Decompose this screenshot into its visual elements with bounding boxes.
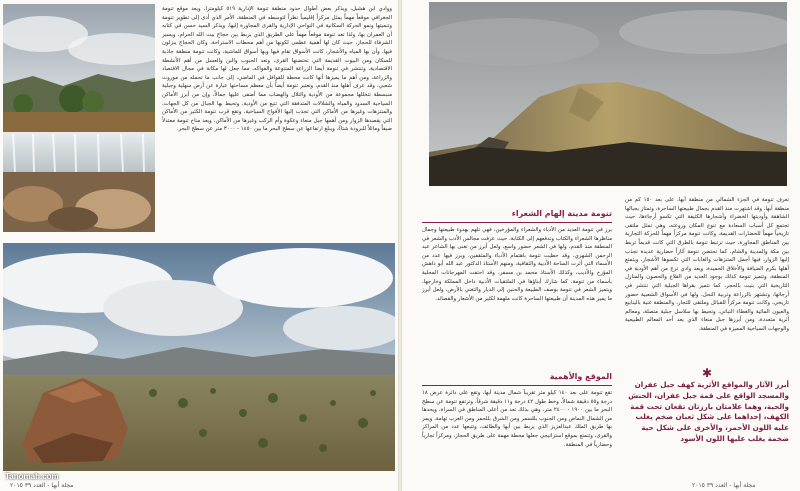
mountain-photo (429, 2, 787, 186)
location-heading: الموقع والأهمية (549, 372, 612, 381)
landscape-photo (3, 243, 395, 471)
top-intro-text: تعرف تنومة في الجزء الشمالي من منطقة أبها، على بعد ١٥٠ كم من منطقة أبها، وقد اشتهرت منذ القدم بجمال طبيعتها الساحرة، وتمتاز بجبالها الشاهقة وأوديتها الخضراء وأشجارها الكثيفة التي تكسو أرجاءها، حيث تجتمع كل أسباب السعادة مع تنوع المكان وروعته، وهي تمثل ملتقى تاريخياً مهماً للحضارات القديمة، وكانت تنومة مركزاً مهماً للحركة التجارية بين المناطق المجاورة، حيث ترتبط تنومة بالطرق التي كانت قديماً تربط بين مكة والمدينة والشام، كما تحتضن تنومة آثاراً حضارية عديدة تجذب إليها الزوار، فيها أجمل المتنزهات والغابات التي تكسوها الأشجار، ويتمتع أهلها بكرم الضيافة والأخلاق الحميدة، ويعد وادي ترج من أهم الأودية في المنطقة، وتتميز تنومة كذلك بوجود العديد من القلاع والحصون والمنازل التاريخية التي بنيت بالحجر، كما تتميز بقراها الجبلية التي تنتشر في أرجائها، وتشتهر بالزراعة وتربية النحل، ولها في الأسواق الشعبية حضور تاريخي، وكانت تنومة مركزاً للقبائل وملتقى للتجار، والمنطقة غنية بالينابيع والعيون المائية والغطاء النباتي، وتحيط بها سلاسل جبلية متصلة، ومعالم أثرية متعددة، ومن أبرزها جبل منعاء الذي يعد أحد المعالم الطبيعية والوجهات السياحية المميزة في المنطقة. (625, 197, 789, 332)
left-column-text: ووادي ابن هشبل، ويذكر بعض أطوال حدود منطقة تنومة الإدارية ٥١٩ كيلومترا، ويعد موقع تنومة الجغرافي موقعاً مهماً يمثل مركزاً إقليمياً نظراً لتوسطه في المنطقة، الأمر الذي أدى إلى تطوير تنومة وتنميتها ونمو الحركة السكانية في النواحي الإدارية والقرى المجاورة إليها، ويذكر السيد حسن في كتابه أن العمران بها، ولذا تعد تنومة موقعاً مهماً على الطريق الذي يربط بين حجاج بيت الله الحرام، ويسير الشرفاء للحجاز، حيث كان لها أهمية عظمى لكونها من أهم محطات الاستراحة، وكان الحجاج ينزلون فيها، وأن بها المياه والأشجار، كانت الأسواق تقام فيها وبها أسواق للماشية، وكانت تنومة منطقة جاذبة للسكان ومن البيوت القديمة التي تحتضنها القرى، وتعد الحبوب والبن والعسل من أهم الأنشطة الاقتصادية، وتنتشر في تنومة أيضا الزراعة المتنوعة والفواكه، مما جعل لها مكانة في مجال الاقتصاد والزراعة، ومن أهم ما يميزها أنها كانت محطة للقوافل في الماضي، إلى جانب ما تحمله من موروث شعبي، وقد عرف أهلها منذ القدم، وتعتبر تنومة أيضاً بأن معظم مساحتها عبارة عن أرض سهلية وجبلية منبسطة تتخللها مجموعة من الأودية والتلال والهضاب مما أضفى عليها جمالاً، وإن من أبرز الأماكن السياحية السدود والمياه والشلالات المتدفقة التي تنبع من الأودية، وتحيط بها الجبال من كل الجهات، والمنتزهات وغيرها من الأماكن التي تجذب إليها الأفواج السياحية، وتقع قرب تنومة الكثير من الأماكن التي يقصدها الزوار ومن أهمها جبل منعاء وعكوة وأم الركب وغيرها من الأماكن، ويعد مناخ تنومة معتدلاً صيفاً ومائلاً للبرودة شتاءً، ويبلغ ارتفاعها عن سطح البحر ما بين ١٤٥٠ - ٣٠٠٠ متر عن سطح البحر. (162, 6, 392, 133)
poets-text: برز في تنومة العديد من الأدباء والشعراء والمؤرخين، فهي تلهم بهدوء طبيعتها وجمال مناظرها الشعراء والكتاب وتدفعهم إلى الكتابة، حيث عرفت مجالس الأدب والشعر في المنطقة منذ القدم، ولها في الشعر حضور واسع، ولعل أبرز من تغنى بها الشاعر عبد الرحمن الشهري، وقد حظيت تنومة باهتمام الأدباء والمثقفين، وبرز فيها عدد من الأسماء التي أثرت الساحة الأدبية والثقافية، ومنهم الأستاذ الدكتور عبد الله أبو داهش المؤرخ والأديب، وكذلك الأستاذ محمد بن مسفر، وقد احتفت المهرجانات المحلية بأسماء من تنومة، كما شارك أبناؤها في الملتقيات الأدبية داخل المملكة وخارجها، ويتميز الشعر في تنومة بوصف الطبيعة والحنين إلى الديار والتغني بالأرض، ولعل أبرز ما يميز هذه المدينة أن طبيعتها الساحرة كانت ملهمة لكثير من الأشعار والقصائد. (422, 227, 612, 302)
location-text: تقع تنومة على بعد ١٤٠ كيلو متر تقريباً شمال مدينة أبها، وتقع على دائرة عرض ١٨ درجة و٥٥ دقيقة شمالاً، وخط طول ٤٢ درجة و١١ دقيقة شرقاً، وترتفع تنومة عن سطح البحر ما بين ١٩٠٠ - ٢٤٠٠ متر، وهي بذلك تعد من أعلى المناطق في السراة، ويحدها من الشمال النماص ومن الجنوب بللسمر ومن الشرق بللحمر ومن الغرب تهامة، ويمر بها طريق الملك عبدالعزيز الذي يربط بين أبها والطائف، وتتبعها عدد من المراكز والقرى، وتتمتع بموقع استراتيجي جعلها محطة مهمة على طريق الحجاز، ومركزاً تجارياً وحضارياً في المنطقة. (422, 390, 612, 448)
waterfall-photo (3, 4, 155, 232)
right-page (402, 0, 800, 491)
left-page (0, 0, 398, 491)
poets-heading-underline (422, 222, 612, 223)
pull-quote: أبرز الآثار والمواقع الأثرية كهف جبل عفران والمسجد الواقع على قمة جبل عفران، الحنش والحية، وهما علامتان بارزتان تقعان تحت قمة الكهف، إحداهما على شكل ثعبان ضخم يغلب عليه اللون الأحمر، والأخرى على شكل حية ضخمة يغلب عليها اللون الأسود (628, 380, 789, 443)
right-page-footer: مجلة أبها - العدد ٣٩ ٢٠١٥ (692, 482, 756, 489)
left-page-footer: مجلة أبها - العدد ٣٩ ٢٠١٥ (10, 482, 74, 489)
location-heading-underline (422, 385, 612, 386)
decorative-asterisk-icon: ✱ (702, 366, 713, 380)
poets-heading: تنومة مدينة إلهام الشعراء (511, 209, 612, 218)
site-watermark: Tanomah.com (5, 472, 59, 481)
